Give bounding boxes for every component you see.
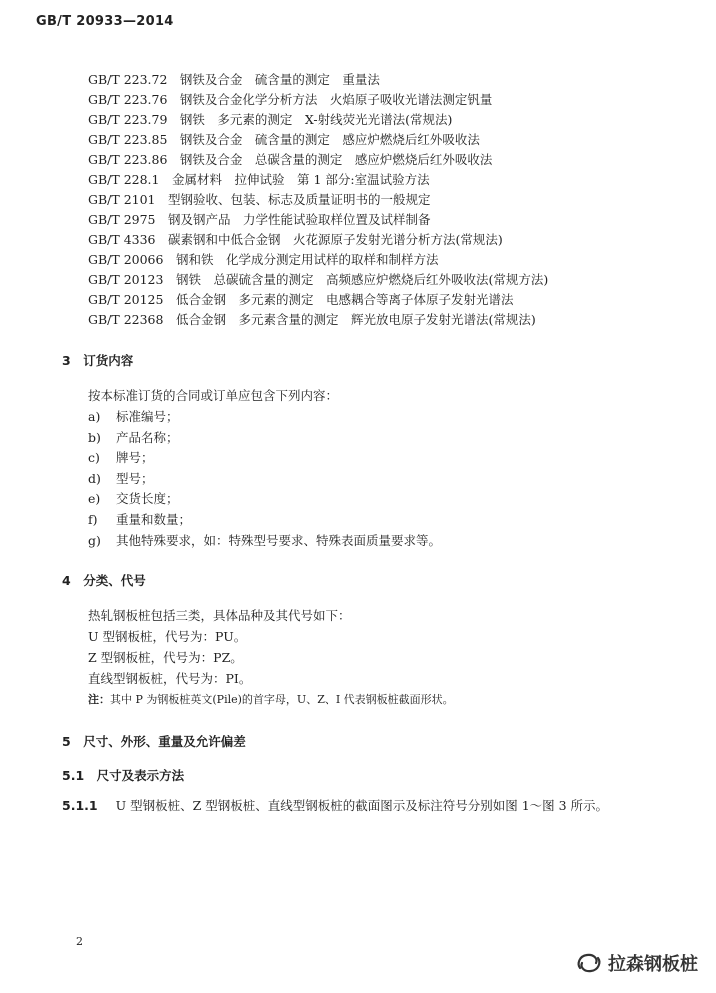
standard-code-header: GB/T 20933—2014 (36, 14, 174, 29)
clause-number: 5.1.1 (62, 798, 98, 813)
reference-item: GB/T 2101 型钢验收、包装、标志及质量证明书的一般规定 (88, 192, 431, 207)
section-3-intro: 按本标准订货的合同或订单应包含下列内容： (88, 388, 339, 403)
list-item: d) 型号； (88, 470, 154, 486)
watermark-text: 拉森钢板桩 (608, 954, 698, 975)
section-5-heading: 5 尺寸、外形、重量及允许偏差 (62, 734, 246, 749)
reference-item: GB/T 20066 钢和铁 化学成分测定用试样的取样和制样方法 (88, 252, 439, 267)
clause-text: U 型钢板桩、Z 型钢板桩、直线型钢板桩的截面图示及标注符号分别如图 1～图 3 所示。 (115, 798, 609, 813)
normative-references-list (88, 70, 548, 330)
section-4-heading: 4 分类、代号 (62, 573, 146, 588)
reference-item: GB/T 20123 钢铁 总碳硫含量的测定 高频感应炉燃烧后红外吸收法(常规方法) (88, 272, 549, 287)
section-3-heading: 3 订货内容 (62, 353, 134, 368)
reference-item: GB/T 4336 碳素钢和中低合金钢 火花源原子发射光谱分析方法(常规法) (88, 232, 503, 247)
list-item: g) 其他特殊要求，如：特殊型号要求、特殊表面质量要求等。 (88, 532, 442, 548)
reference-item: GB/T 2975 钢及钢产品 力学性能试验取样位置及试样制备 (88, 212, 431, 227)
reference-item: GB/T 223.72 钢铁及合金 硫含量的测定 重量法 (88, 72, 380, 87)
classification-note (88, 691, 454, 707)
classification-line: Z 型钢板桩，代号为：PZ。 (88, 650, 243, 665)
classification-line: 直线型钢板桩，代号为：PI。 (88, 671, 252, 686)
list-item: b) 产品名称； (88, 429, 179, 445)
list-item: e) 交货长度； (88, 491, 179, 507)
list-item: f) 重量和数量； (88, 511, 192, 527)
list-item: c) 牌号； (88, 450, 154, 466)
page-number: 2 (76, 935, 83, 948)
order-contents-list (88, 407, 441, 551)
reference-item: GB/T 223.86 钢铁及合金 总碳含量的测定 感应炉燃烧后红外吸收法 (88, 152, 493, 167)
watermark (576, 950, 698, 976)
reference-item: GB/T 223.76 钢铁及合金化学分析方法 火焰原子吸收光谱法测定钒量 (88, 92, 493, 107)
reference-item: GB/T 228.1 金属材料 拉伸试验 第 1 部分:室温试验方法 (88, 172, 430, 187)
section-4-intro: 热轧钢板桩包括三类，具体品种及其代号如下： (88, 608, 351, 623)
section-5-1-heading: 5.1 尺寸及表示方法 (62, 768, 185, 783)
wechat-official-account-icon (576, 952, 602, 974)
reference-item: GB/T 20125 低合金钢 多元素的测定 电感耦合等离子体原子发射光谱法 (88, 292, 514, 307)
list-item: a) 标准编号； (88, 409, 179, 424)
note-label: 注： (88, 693, 110, 706)
reference-item: GB/T 223.79 钢铁 多元素的测定 X-射线荧光光谱法(常规法) (88, 112, 453, 127)
reference-item: GB/T 22368 低合金钢 多元素含量的测定 辉光放电原子发射光谱法(常规法) (88, 312, 536, 327)
classification-line: U 型钢板桩，代号为：PU。 (88, 629, 247, 644)
reference-item: GB/T 223.85 钢铁及合金 硫含量的测定 感应炉燃烧后红外吸收法 (88, 132, 480, 147)
note-text: 其中 P 为钢板桩英文(Pile)的首字母，U、Z、I 代表钢板桩截面形状。 (110, 693, 454, 706)
clause-5-1-1 (62, 796, 608, 816)
